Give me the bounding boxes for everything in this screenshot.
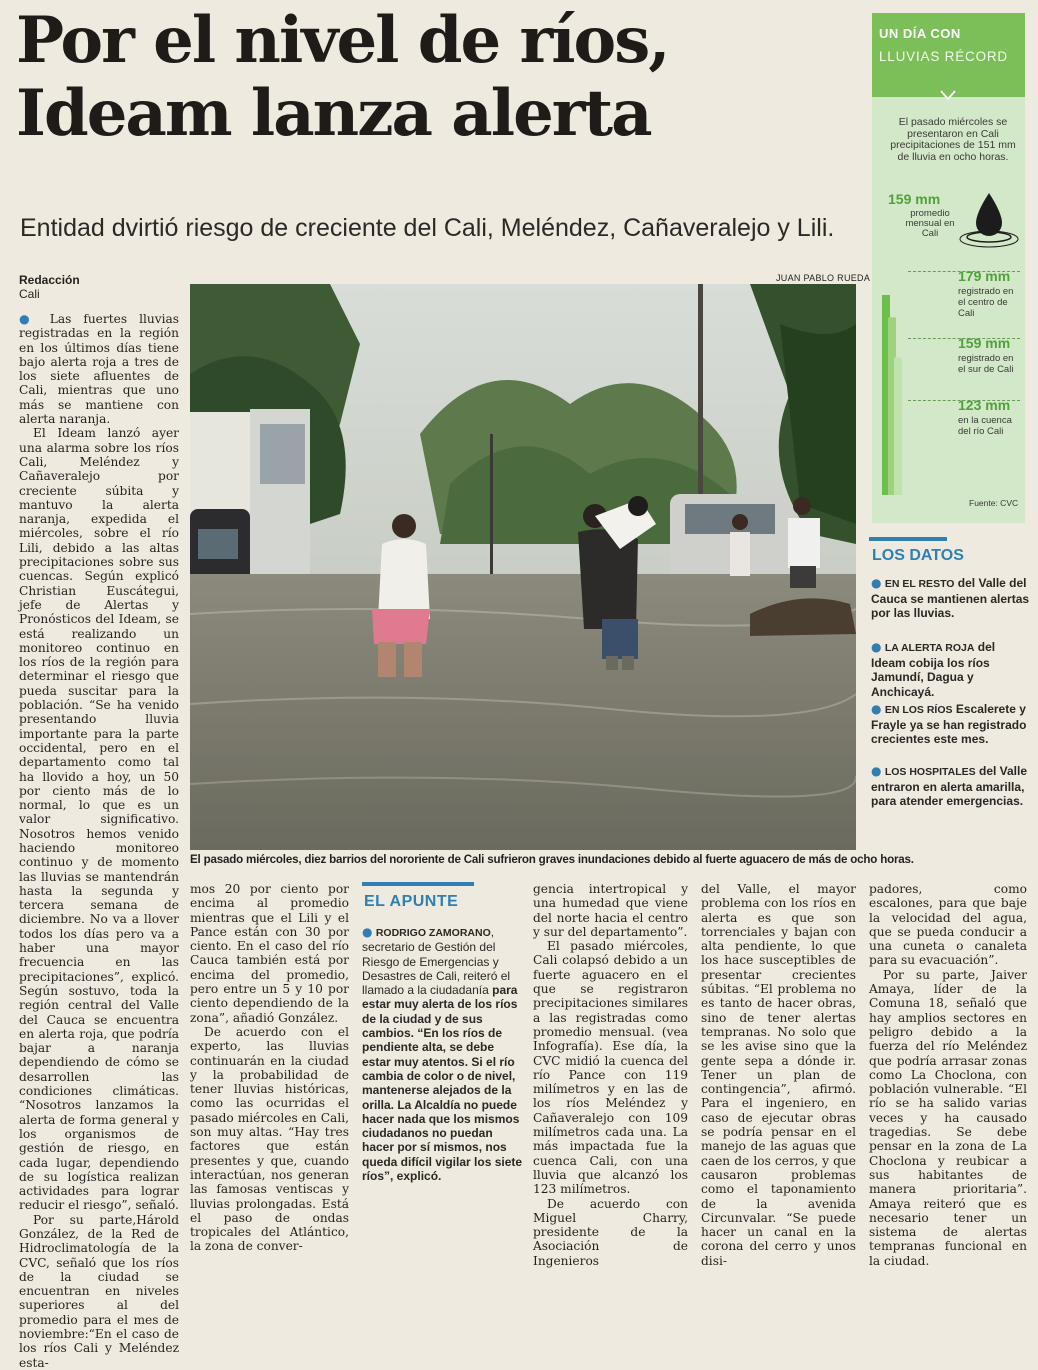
bullet-icon: ● xyxy=(871,640,882,654)
photo-credit: JUAN PABLO RUEDA xyxy=(776,273,871,283)
river-basin-value: 123 mm xyxy=(958,397,1011,413)
bullet-icon: ● xyxy=(871,764,882,778)
infographic-header xyxy=(872,13,1025,97)
south-value: 159 mm xyxy=(958,335,1011,351)
dato-item: ● LA ALERTA ROJA del Ideam cobija los ríos Jamundí, Dagua y Anchicayá. xyxy=(871,640,996,699)
headline xyxy=(16,4,866,150)
byline xyxy=(19,273,80,301)
paragraph: mos 20 por ciento por encima al promedio mientras que el Lili y el Pance están con 30 por ciento. En el caso del río Cauca también está por encima del promedio, pero entre un 5 y 10 por ciento dependiendo de la zona”, añadió González. xyxy=(190,882,349,1025)
rainfall-bar xyxy=(894,358,902,495)
paragraph: De acuerdo con el experto, las lluvias continuarán en la ciudad y la probabilidad de tener lluvias históricas, como las ocurridas el pasado miércoles en Cali, son muy altas. “Hay tres factores que están presentes y que, cuando interactúan, nos generan las famosas ventiscas y lluvias prolongadas. Está el paso de ondas tropicales del Atlántico, la zona de conver- xyxy=(190,1024,349,1254)
article-column-2 xyxy=(190,882,349,1254)
center-value: 179 mm xyxy=(958,268,1011,284)
infographic-intro: El pasado miércoles se presentaron en Cali precipitaciones de 151 mm de lluvia en ocho horas. xyxy=(890,116,1016,163)
center-label: registrado en el centro de Cali xyxy=(958,286,1014,319)
article-column-5 xyxy=(869,882,1027,1268)
apunte-lead: RODRIGO ZAMORANO xyxy=(375,927,491,939)
bullet-icon: ● xyxy=(19,312,38,326)
article-column-3 xyxy=(533,882,688,1268)
datos-rule xyxy=(869,537,947,541)
average-label: promedio mensual en Cali xyxy=(905,208,955,239)
article-column-4 xyxy=(701,882,856,1268)
paragraph: del Valle, el mayor problema con los ríos en alerta es que son torrenciales y bajan con alta pendiente, lo que los hace susceptibles de presentar crecientes súbitas. “El problema no es tanto de hacer obras, sino de tener alertas tempranas. No solo que se les avise sino que la gente sepa a dónde ir. Tener un plan de contingencia”, afirmó. Para el ingeniero, en caso de ejecutar obras se podría pensar en el manejo de las aguas que caen de los cerros, y que causaron problemas como el taponamiento de la avenida Circunvalar. “Se puede hacer un canal en la corona del cerro y unos disi- xyxy=(701,882,856,1268)
paragraph: padores, como escalones, para que baje la velocidad del agua, que se pueda conducir a una cuneta o canaleta para su evacuación”. xyxy=(869,882,1027,968)
headline-line-2: Ideam lanza alerta xyxy=(16,76,651,151)
paragraph: Por su parte, Jaiver Amaya, líder de la Comuna 18, señaló que hay amplios sectores en peligro debido a la fuerza del río Meléndez que podría arrasar zonas como La Choclona, con población vulnerable. “El río se ha salido varias veces y ha causado tragedias. Se debe pensar en la zona de La Choclona y reubicar a sus habitantes de manera prioritaria”. Amaya reiteró que es necesario tener un sistema de alertas tempranas funcional en la ciudad. xyxy=(869,967,1027,1268)
apunte-text: , secretario de Gestión del Riesgo de Emergencias y Desastres de Cali, reiteró el llamado a la ciudadanía xyxy=(362,925,511,998)
infographic-title: UN DÍA CON xyxy=(879,26,961,41)
apunte-rule xyxy=(362,882,474,886)
rainfall-infographic xyxy=(872,13,1025,523)
paragraph: El pasado miércoles, Cali colapsó debido a un fuerte aguacero en el que se registraron precipitaciones similares a las registradas como promedio mensual. (vea Infografía). Ese día, la CVC midió la cuenca del río Pance con 119 milímetros y en las de los ríos Meléndez y Cañaveralejo con 109 milímetros cada una. La más impactada fue la cuenca Cali, con una lluvia que alcanzó los 123 milímetros. xyxy=(533,939,688,1197)
bullet-icon: ● xyxy=(871,702,882,716)
average-value: 159 mm xyxy=(888,191,941,207)
dato-item: ● LOS HOSPITALES del Valle entraron en alerta amarilla, para atender emergencias. xyxy=(871,764,1028,808)
headline-line-1: Por el nivel de ríos, xyxy=(16,3,669,78)
apunte-body xyxy=(362,925,524,1183)
paragraph: De acuerdo con Miguel Charry, presidente de la Asociación de Ingenieros xyxy=(533,1196,688,1268)
paragraph: ● Las fuertes lluvias registradas en la región en los últimos días tiene bajo alerta roja a tres de los siete afluentes de Cali, mientras que uno más se mantiene con alerta naranja. xyxy=(19,312,180,427)
flood-photo xyxy=(190,284,856,850)
apunte-quote: para estar muy alerta de los ríos de la ciudad y de sus cambios. “En los ríos de pendiente alta, se debe estar muy atentos. Si el río cambia de color o de nivel, mantenerse alejados de la orilla. La Alcaldía no puede hacer nada que los mismos ciudadanos no puedan hacer por sí mismos, nos queda difícil vigilar los siete ríos”, explicó. xyxy=(362,983,523,1184)
byline-author: Redacción xyxy=(19,273,80,287)
rainfall-bars xyxy=(880,295,904,495)
river-basin-label: en la cuenca del río Cali xyxy=(958,415,1012,437)
bullet-icon: ● xyxy=(362,925,373,939)
subheadline: Entidad dvirtió riesgo de creciente del Cali, Meléndez, Cañaveralejo y Lili. xyxy=(20,214,835,242)
dato-item: ● EN EL RESTO del Valle del Cauca se mantienen alertas por las lluvias. xyxy=(871,576,1030,620)
source-note: Fuente: CVC xyxy=(969,498,1019,508)
dato-item: ● EN LOS RÍOS Escalerete y Frayle ya se han registrado crecientes este mes. xyxy=(871,702,1027,746)
rain-drop-icon xyxy=(958,189,1020,249)
article-column-1 xyxy=(19,312,179,1370)
south-label: registrado en el sur de Cali xyxy=(958,353,1014,375)
paragraph: El Ideam lanzó ayer una alarma sobre los ríos Cali, Meléndez y Cañaveralejo por creciente súbita y mantuvo la alerta naranja, expedida el miércoles, sobre el río Lili, debido a las altas precipitaciones sobre sus cuencas. Según explicó Christian Euscátegui, jefe de Alertas y Pronósticos del Ideam, se está realizando un monitoreo continuo en los ríos de la región para determinar el riesgo que pueda suscitar para la población. “Se ha venido presentando lluvia importante para la parte occidental, pero en el departamento como tal ha llovido a hoy, un 50 por ciento más de lo normal, lo que es un valor significativo. Nosotros hemos venido haciendo monitoreo continuo y de momento las lluvias se mantendrán hasta la segunda y tercera semana de diciembre. No va a llover todos los días pero va a haber una mayor frecuencia en las precipitaciones”, explicó. Según sostuvo, toda la región central del Valle del Cauca se encuentra en alerta roja, que podría bajar a naranja dependiendo de cómo se desarrollen las condiciones climáticas. “Nosotros lanzamos la alerta de forma general y los organismos de gestión de riesgo, en cada lugar, dependiendo de su logística realizan actividades para lograr reducir el riesgo”, señaló. xyxy=(19,426,179,1213)
apunte-title: EL APUNTE xyxy=(364,893,459,910)
datos-title: LOS DATOS xyxy=(872,547,964,564)
bullet-icon: ● xyxy=(871,576,882,590)
byline-place: Cali xyxy=(19,287,40,301)
photo-caption: El pasado miércoles, diez barrios del nororiente de Cali sufrieron graves inundaciones debido al fuerte aguacero de más de ocho horas. xyxy=(190,853,914,866)
paragraph: gencia intertropical y una humedad que viene del norte hacia el centro y sur del departamento”. xyxy=(533,882,688,939)
infographic-subtitle: LLUVIAS RÉCORD xyxy=(879,49,1008,64)
paragraph: Por su parte,Hárold González, de la Red de Hidroclimatología de la CVC, señaló que los ríos de la ciudad se encuentran en niveles superiores al del promedio para el mes de noviembre:“En el caso de los ríos Cali y Meléndez esta- xyxy=(19,1212,179,1370)
chevron-down-icon xyxy=(938,85,958,107)
